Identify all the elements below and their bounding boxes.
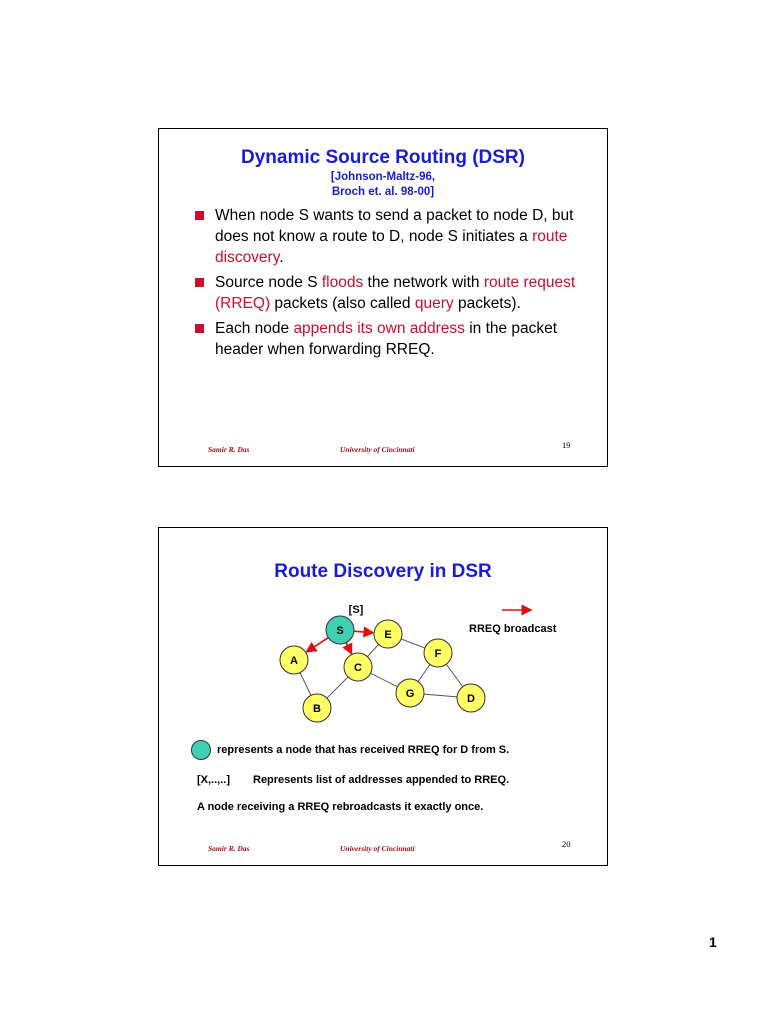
highlighted-text: query xyxy=(414,295,454,312)
highlighted-text: floods xyxy=(321,274,364,291)
bullet-text: packets). xyxy=(453,295,521,312)
bullet-square-icon xyxy=(195,324,204,333)
slide-title: Route Discovery in DSR xyxy=(274,561,492,582)
highlighted-text: route discovery xyxy=(215,228,568,266)
footer-organization: University of Cincinnati xyxy=(340,844,415,853)
bullet-text: Each node xyxy=(215,320,294,337)
rebroadcast-note: A node receiving a RREQ rebroadcasts it exactly once. xyxy=(197,801,484,813)
bullet-square-icon xyxy=(195,278,204,287)
node-F xyxy=(424,639,452,667)
address-list-note: Represents list of addresses appended to RREQ. xyxy=(253,774,510,786)
slide-subtitle-line1: [Johnson-Maltz-96, xyxy=(330,171,436,183)
received-node-note: represents a node that has received RREQ for D from S. xyxy=(217,744,510,756)
bullet-text: Source node S xyxy=(215,274,322,291)
bullet-item xyxy=(195,205,595,268)
rreq-arrow-S-A xyxy=(307,638,329,652)
node-C xyxy=(344,653,372,681)
node-label: A xyxy=(290,655,298,667)
highlighted-text: route request (RREQ) xyxy=(215,274,576,312)
slide-number: 20 xyxy=(562,839,571,849)
node-label: B xyxy=(313,703,321,715)
footer-author: Samir R. Das xyxy=(208,844,250,853)
node-E xyxy=(374,620,402,648)
slide-number: 19 xyxy=(562,440,571,450)
footer-author: Samir R. Das xyxy=(208,445,250,454)
document-page-number: 1 xyxy=(709,934,717,950)
slide-19 xyxy=(158,128,608,467)
node-label: F xyxy=(434,648,442,660)
bullet-text: . xyxy=(279,249,284,266)
node-G xyxy=(396,679,424,707)
bullet-square-icon xyxy=(195,211,204,220)
bullet-text: in the packet header when forwarding RREQ. xyxy=(215,320,558,358)
bullet-item xyxy=(195,272,595,314)
footer-organization: University of Cincinnati xyxy=(340,445,415,454)
slide-20 xyxy=(158,527,608,866)
node-label: E xyxy=(384,629,392,641)
bullet-list xyxy=(195,205,595,364)
node-D xyxy=(457,684,485,712)
received-node-legend-icon xyxy=(191,740,211,760)
highlighted-text: appends its own address xyxy=(293,320,465,337)
legend-label: RREQ broadcast xyxy=(469,623,557,635)
route-record-label: [S] xyxy=(348,604,364,616)
bullet-text: the network with xyxy=(363,274,484,291)
address-list-symbol: [X,..,..] xyxy=(197,774,230,786)
rreq-arrow-S-C xyxy=(346,643,351,654)
bullet-text: packets (also called xyxy=(270,295,415,312)
node-A xyxy=(280,646,308,674)
node-S xyxy=(326,616,354,644)
slide-subtitle-line2: Broch et. al. 98-00] xyxy=(331,186,435,198)
node-label: C xyxy=(354,662,362,674)
node-label: S xyxy=(336,625,344,637)
bullet-item xyxy=(195,318,595,360)
bullet-text: When node S wants to send a packet to node D, but does not know a route to D, node S initiates a xyxy=(215,207,574,245)
node-label: D xyxy=(467,693,475,705)
node-B xyxy=(303,694,331,722)
rreq-arrow-S-E xyxy=(354,631,373,633)
node-label: G xyxy=(405,688,415,700)
slide-title: Dynamic Source Routing (DSR) xyxy=(241,147,525,168)
network-diagram xyxy=(159,528,609,728)
